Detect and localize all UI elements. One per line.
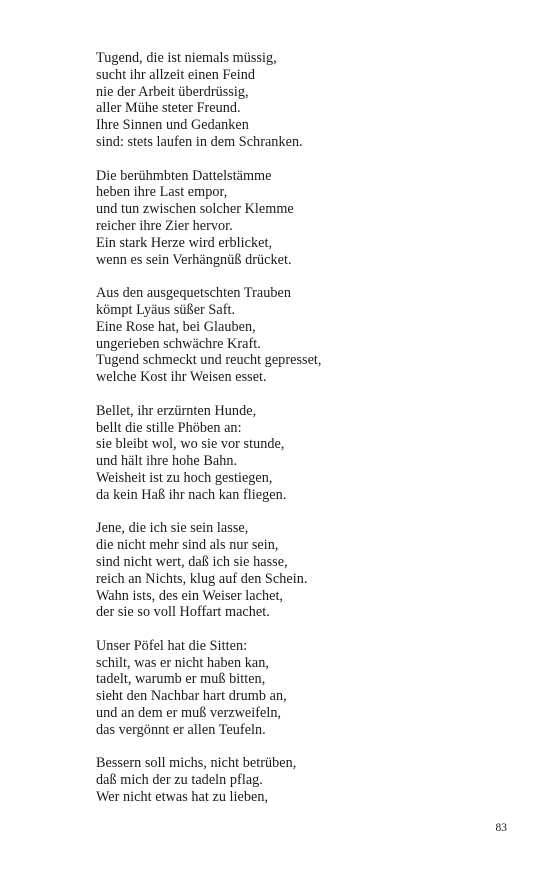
- verse-line: aller Mühe steter Freund.: [96, 100, 241, 117]
- verse-line: und tun zwischen solcher Klemme: [96, 201, 294, 218]
- verse-line: wenn es sein Verhängnüß drücket.: [96, 251, 292, 268]
- verse-line: sind nicht wert, daß ich sie hasse,: [96, 553, 288, 570]
- verse-line: Ihre Sinnen und Gedanken: [96, 117, 249, 134]
- verse-line: der sie so voll Hoffart machet.: [96, 604, 270, 621]
- verse-line: daß mich der zu tadeln pflag.: [96, 772, 263, 789]
- stanza-4: [96, 403, 496, 504]
- verse-line: bellt die stille Phöben an:: [96, 419, 242, 436]
- verse-line: heben ihre Last empor,: [96, 184, 228, 201]
- stanza-1: [96, 50, 496, 151]
- verse-line: Tugend schmeckt und reucht gepresset,: [96, 352, 322, 369]
- verse-line: welche Kost ihr Weisen esset.: [96, 369, 267, 386]
- verse-line: kömpt Lyäus süßer Saft.: [96, 301, 236, 318]
- stanza-6: [96, 638, 496, 739]
- verse-line: Aus den ausgequetschten Trauben: [96, 285, 292, 302]
- verse-line: Tugend, die ist niemals müssig,: [96, 50, 277, 66]
- stanza-3: [96, 285, 496, 386]
- poem-text: [96, 50, 496, 823]
- verse-line: tadelt, warumb er muß bitten,: [96, 671, 266, 688]
- verse-line: sie bleibt wol, wo sie vor stunde,: [96, 436, 285, 453]
- stanza-7: [96, 755, 496, 805]
- verse-line: sieht den Nachbar hart drumb an,: [96, 688, 287, 705]
- verse-line: das vergönnt er allen Teufeln.: [96, 721, 266, 738]
- verse-line: Wahn ists, des ein Weiser lachet,: [96, 587, 284, 604]
- verse-line: die nicht mehr sind als nur sein,: [96, 537, 279, 554]
- verse-line: und hält ihre hohe Bahn.: [96, 453, 238, 470]
- verse-line: Weisheit ist zu hoch gestiegen,: [96, 469, 273, 486]
- verse-line: Die berühmbten Dattelstämme: [96, 167, 272, 184]
- verse-line: Bellet, ihr erzürnten Hunde,: [96, 402, 257, 419]
- verse-line: reicher ihre Zier hervor.: [96, 217, 233, 234]
- verse-line: Jene, die ich sie sein lasse,: [96, 520, 249, 537]
- verse-line: da kein Haß ihr nach kan fliegen.: [96, 486, 287, 503]
- verse-line: Eine Rose hat, bei Glauben,: [96, 318, 256, 335]
- stanza-5: [96, 520, 496, 621]
- verse-line: und an dem er muß verzweifeln,: [96, 705, 282, 722]
- verse-line: sucht ihr allzeit einen Feind: [96, 66, 256, 83]
- verse-line: schilt, was er nicht haben kan,: [96, 654, 269, 671]
- verse-line: Wer nicht etwas hat zu lieben,: [96, 789, 269, 806]
- verse-line: reich an Nichts, klug auf den Schein.: [96, 570, 308, 587]
- verse-line: Bessern soll michs, nicht betrüben,: [96, 755, 297, 772]
- verse-line: sind: stets laufen in dem Schranken.: [96, 133, 303, 150]
- verse-line: Unser Pöfel hat die Sitten:: [96, 637, 248, 654]
- stanza-2: [96, 168, 496, 269]
- verse-line: nie der Arbeit überdrüssig,: [96, 83, 249, 100]
- verse-line: Ein stark Herze wird erblicket,: [96, 234, 273, 251]
- verse-line: ungerieben schwächre Kraft.: [96, 335, 261, 352]
- page-number: 83: [495, 822, 507, 834]
